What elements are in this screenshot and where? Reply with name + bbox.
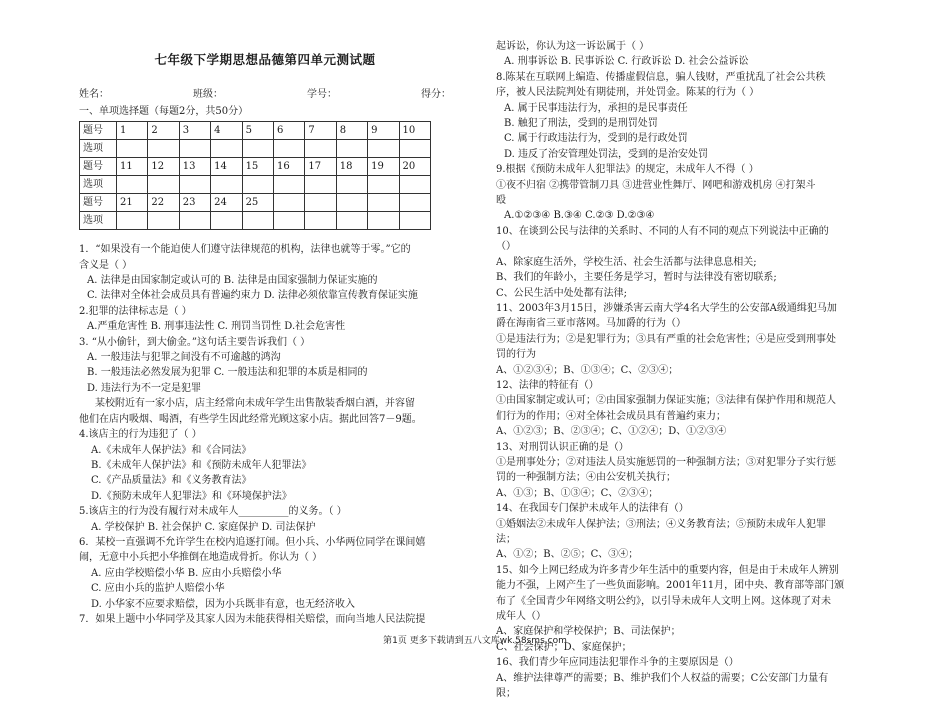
answer-label-cell: 选项 [80, 212, 117, 230]
answer-cell[interactable] [336, 212, 367, 230]
text-line: D. 违法行为不一定是犯罪 [87, 382, 202, 394]
question-number-row [80, 194, 431, 212]
text-line: 限； [496, 688, 516, 700]
answer-cell[interactable] [179, 212, 210, 230]
question-number-cell: 15 [242, 158, 273, 176]
text-line: 序，被人民法院判处有期徒刑，并处罚金。陈某的行为（ ） [496, 87, 760, 99]
answer-cell[interactable] [368, 212, 399, 230]
text-line: A. 刑事诉讼 B. 民事诉讼 C. 行政诉讼 D. 社会公益诉讼 [504, 56, 749, 68]
question-number-cell: 2 [148, 122, 179, 140]
row-label-cell: 题号 [80, 158, 117, 176]
answer-cell[interactable] [368, 176, 399, 194]
right-column [496, 39, 888, 701]
text-line: 罚的行为 [496, 349, 536, 361]
page-title: 七年级下学期思想品德第四单元测试题 [154, 52, 376, 67]
answer-cell[interactable] [117, 140, 148, 158]
answer-cell[interactable] [273, 140, 304, 158]
question-number-cell: 1 [117, 122, 148, 140]
answer-cell[interactable] [117, 176, 148, 194]
answer-row [80, 140, 431, 158]
text-line: 能力不强，上网产生了一些负面影响。2001年11月，团中央、教育部等部门颁 [496, 580, 845, 592]
text-line: ①是刑事处分；②对违法人员实施惩罚的一种强制方法；③对犯罪分子实行惩 [496, 456, 836, 468]
question-number-row [80, 158, 431, 176]
text-line: ①由国家制定或认可；②由国家强制力保证实施；③法律有保护作用和规范人 [496, 395, 836, 407]
answer-cell[interactable] [368, 140, 399, 158]
text-line: A、维护法律尊严的需要；B、维护我们个人权益的需要；C公安部门力量有 [496, 672, 829, 684]
text-line: 含义是（ ） [79, 259, 133, 271]
question-number-cell: 5 [242, 122, 273, 140]
question-number-cell: 14 [211, 158, 242, 176]
text-line: C、社会保护；D、家庭保护； [496, 641, 632, 653]
text-line: 爵在海南省三亚市落网。马加爵的行为（） [496, 318, 686, 330]
answer-cell[interactable] [211, 140, 242, 158]
row-label-cell: 题号 [80, 194, 117, 212]
answer-cell[interactable] [179, 140, 210, 158]
text-line: A、除家庭生活外，学校生活、社会生活都与法律息息相关; [496, 256, 757, 268]
text-line: 10、在谈到公民与法律的关系时、不同的人有不同的观点下列说法中正确的 [496, 225, 829, 237]
answer-row [80, 176, 431, 194]
text-line: 闹，无意中小兵把小华推倒在地造成骨折。你认为（ ） [79, 552, 323, 564]
text-line: ①夜不归宿 ②携带管制刀具 ③进营业性舞厅、网吧和游戏机房 ④打架斗 [496, 179, 816, 191]
class-label: 班级： [193, 89, 223, 101]
question-number-cell: 22 [148, 194, 179, 212]
answer-row [80, 212, 431, 230]
text-line: ①是违法行为；②是犯罪行为；③具有严重的社会危害性；④是应受到刑事处 [496, 333, 836, 345]
text-line: 5.该店主的行为没有履行对未成年人__________的义务。（ ） [79, 506, 347, 518]
text-line: A.《未成年人保护法》和《合同法》 [91, 444, 252, 456]
question-number-cell: 18 [336, 158, 367, 176]
text-line: 12、法律的特征有（） [496, 379, 599, 391]
question-number-cell: 10 [399, 122, 430, 140]
text-line: 11、2003年3月15日，涉嫌杀害云南大学4名大学生的公安部A级通缉犯马加 [496, 302, 837, 314]
left-question-text [79, 242, 451, 627]
text-line: 6．某校一直强调不允许学生在校内追逐打闹。但小兵、小华两位同学在课间嬉 [79, 536, 426, 548]
answer-cell[interactable] [211, 212, 242, 230]
text-line: B. 触犯了刑法，受到的是刑罚处罚 [504, 118, 658, 130]
name-label: 姓名： [79, 89, 109, 101]
text-line: 他们在店内吸烟、喝酒，有些学生因此经常光顾这家小店。据此回答7－9题。 [79, 413, 422, 425]
text-line: A、①②③④；B、①③④；C、②③④； [496, 364, 679, 376]
text-line: ①婚姻法②未成年人保护法；③刑法；④义务教育法；⑤预防未成年人犯罪 [496, 518, 826, 530]
text-line: A. 一般违法与犯罪之间没有不可逾越的鸿沟 [87, 352, 281, 364]
question-number-cell [273, 194, 304, 212]
answer-cell[interactable] [242, 176, 273, 194]
answer-cell[interactable] [399, 140, 430, 158]
text-line: 1．“如果没有一个能迫使人们遵守法律规范的机构，法律也就等于零。”它的 [79, 244, 411, 256]
text-line: A.①②③④ B.③④ C.②③ D.②③④ [504, 210, 655, 222]
text-line: B.《未成年人保护法》和《预防未成年人犯罪法》 [91, 459, 312, 471]
question-number-cell [368, 194, 399, 212]
question-number-cell: 21 [117, 194, 148, 212]
text-line: 布了《全国青少年网络文明公约》，以引导未成年人文明上网。这体现了对未 [496, 595, 831, 607]
text-line: D. 违反了治安管理处罚法，受到的是治安处罚 [504, 148, 709, 160]
answer-cell[interactable] [148, 176, 179, 194]
answer-cell[interactable] [399, 176, 430, 194]
text-line: 起诉讼，你认为这一诉讼属于（ ） [496, 41, 650, 52]
question-number-cell: 24 [211, 194, 242, 212]
text-line: C. 法律对全体社会成员具有普遍约束力 D. 法律必须依靠宣传教育保证实施 [87, 290, 418, 302]
text-line: B. 一般违法必然发展为犯罪 C. 一般违法和犯罪的本质是相同的 [87, 367, 368, 379]
text-line: C. 属于行政违法行为，受到的是行政处罚 [504, 133, 688, 145]
student-id-label: 学号： [307, 89, 337, 101]
question-number-cell: 16 [273, 158, 304, 176]
question-number-cell [336, 194, 367, 212]
text-line: 13、对刑罚认识正确的是（） [496, 441, 629, 453]
answer-label-cell: 选项 [80, 176, 117, 194]
question-number-cell: 20 [399, 158, 430, 176]
text-line: 9.根据《预防未成年人犯罪法》的规定，未成年人不得（ ） [496, 164, 759, 176]
text-line: 7．如果上题中小华同学及其家人因为未能获得相关赔偿，而向当地人民法院提 [79, 613, 426, 625]
answer-label-cell: 选项 [80, 140, 117, 158]
text-line: （） [496, 241, 516, 253]
text-line: 罚的一种强制方法；④由公安机关执行； [496, 472, 676, 484]
answer-cell[interactable] [179, 176, 210, 194]
question-number-cell: 4 [211, 122, 242, 140]
question-number-cell: 19 [368, 158, 399, 176]
question-number-cell: 13 [179, 158, 210, 176]
question-number-cell: 23 [179, 194, 210, 212]
question-number-cell: 17 [305, 158, 336, 176]
text-line: D. 小华家不应要求赔偿，因为小兵既非有意，也无经济收入 [91, 598, 356, 610]
answer-cell[interactable] [336, 140, 367, 158]
score-label: 得分： [421, 89, 451, 101]
answer-cell[interactable] [117, 212, 148, 230]
text-line: A. 法律是由国家制定或认可的 B. 法律是由国家强制力保证实施的 [87, 275, 378, 287]
text-line: D.《预防未成年人犯罪法》和《环境保护法》 [91, 490, 292, 502]
question-number-cell: 25 [242, 194, 273, 212]
answer-cell[interactable] [273, 212, 304, 230]
text-line: 成年人（） [496, 611, 546, 623]
question-number-cell [399, 194, 430, 212]
row-label-cell: 题号 [80, 122, 117, 140]
text-line: A. 学校保护 B. 社会保护 C. 家庭保护 D. 司法保护 [91, 521, 316, 533]
question-number-cell: 12 [148, 158, 179, 176]
question-number-cell: 9 [368, 122, 399, 140]
text-line: 15、如今上网已经成为许多青少年生活中的重要内容，但是由于未成年人辨别 [496, 564, 839, 576]
text-line: A、①③；B、①③④；C、②③④； [496, 487, 659, 499]
question-number-cell [305, 194, 336, 212]
page-footer: 第1页 更多下载请到五八文库wk.58sms.com [383, 636, 567, 646]
left-column [79, 38, 451, 627]
text-line: A. 应由学校赔偿小华 B. 应由小兵赔偿小华 [91, 567, 282, 579]
text-line: 2.犯罪的法律标志是（ ） [79, 305, 192, 317]
answer-cell[interactable] [242, 140, 273, 158]
answer-table [79, 121, 431, 230]
student-info-bar [79, 87, 451, 102]
text-line: 8.陈某在互联网上编造、传播虚假信息，骗人钱财，严重扰乱了社会公共秩 [496, 71, 826, 83]
text-line: C.《产品质量法》和《义务教育法》 [91, 475, 252, 487]
answer-cell[interactable] [211, 176, 242, 194]
text-line: A、家庭保护和学校保护；B、司法保护； [496, 626, 681, 638]
answer-cell[interactable] [148, 212, 179, 230]
section-heading: 一、单项选择题（每题2分，共50分） [79, 105, 249, 117]
answer-cell[interactable] [399, 212, 430, 230]
text-line: 们行为的作用；④对全体社会成员具有普遍约束力； [496, 410, 726, 422]
answer-cell[interactable] [273, 176, 304, 194]
right-question-text [496, 39, 888, 701]
question-number-cell: 11 [117, 158, 148, 176]
text-line: A、①②③；B、②③④；C、①②④；D、①②③④ [496, 426, 727, 438]
text-line: A、①②；B、②⑤；C、③④； [496, 549, 639, 561]
text-line: 4.该店主的行为违犯了（ ） [79, 429, 202, 441]
text-line: 3. “从小偷针，到大偷金。”这句话主要告诉我们（ ） [79, 336, 311, 348]
answer-cell[interactable] [305, 212, 336, 230]
question-number-cell: 7 [305, 122, 336, 140]
question-number-cell: 8 [336, 122, 367, 140]
text-line: C. 应由小兵的监护人赔偿小华 [91, 583, 225, 595]
text-line: A.严重危害性 B. 刑事违法性 C. 刑罚当罚性 D.社会危害性 [87, 321, 346, 333]
text-line: 殴 [496, 195, 506, 207]
text-line: A. 属于民事违法行为，承担的是民事责任 [504, 102, 688, 114]
question-number-cell: 3 [179, 122, 210, 140]
answer-cell[interactable] [336, 176, 367, 194]
text-line: 某校附近有一家小店，店主经常向未成年学生出售散装香烟白酒，并容留 [95, 398, 415, 410]
answer-cell[interactable] [305, 176, 336, 194]
text-line: 14、在我国专门保护未成年人的法律有（） [496, 503, 689, 515]
answer-cell[interactable] [148, 140, 179, 158]
answer-cell[interactable] [242, 212, 273, 230]
text-line: 法； [496, 534, 516, 545]
text-line: 16、我们青少年应同违法犯罪作斗争的主要原因是（） [496, 657, 739, 669]
text-line: B、我们的年龄小，主要任务是学习，暂时与法律没有密切联系; [496, 272, 777, 284]
text-line: C、公民生活中处处都有法律; [496, 287, 628, 299]
question-number-row [80, 122, 431, 140]
question-number-cell: 6 [273, 122, 304, 140]
answer-cell[interactable] [305, 140, 336, 158]
